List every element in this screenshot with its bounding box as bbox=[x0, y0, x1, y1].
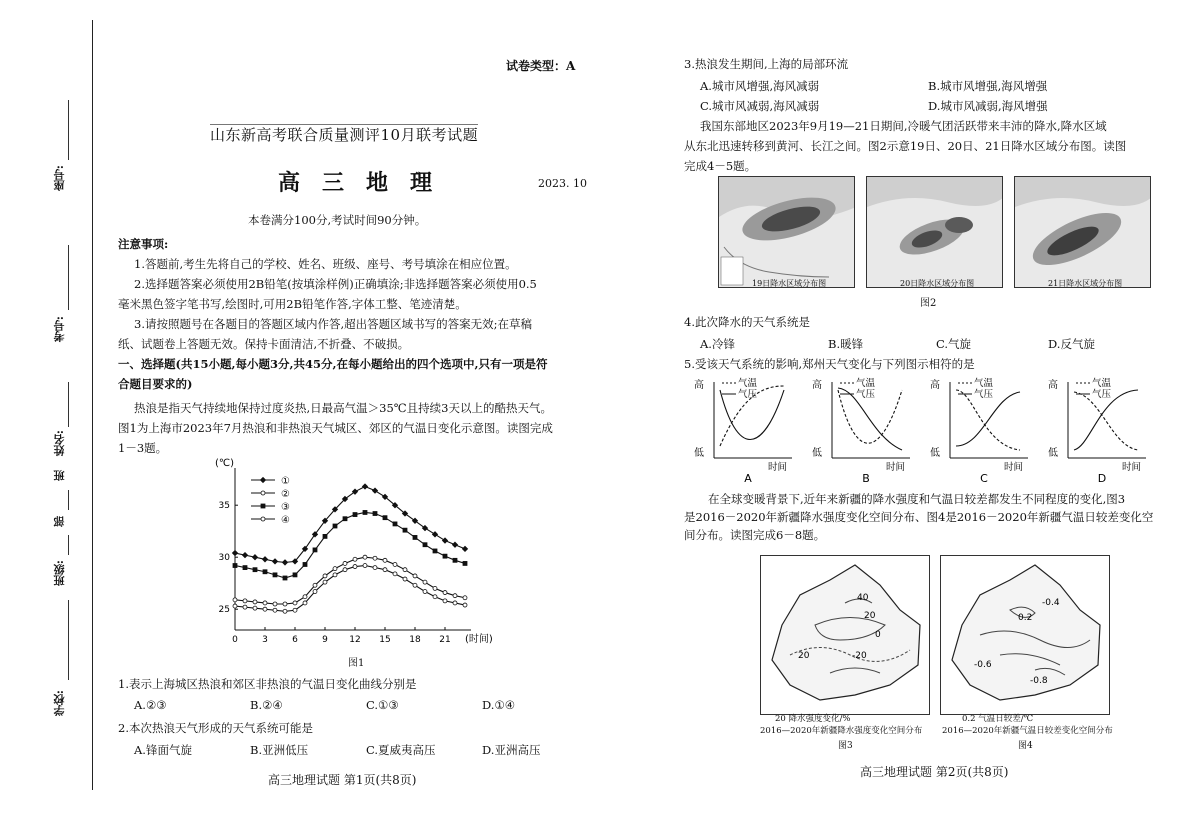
map-caption-19: 19日降水区域分布图 bbox=[752, 279, 827, 288]
ban-label: 班 bbox=[53, 470, 66, 481]
data-point bbox=[313, 583, 317, 587]
q2-option-a[interactable]: A.锋面气旋 bbox=[134, 743, 192, 757]
q5-option-chart-d[interactable] bbox=[1048, 377, 1146, 484]
data-point bbox=[443, 591, 447, 595]
binding-fold-line bbox=[92, 20, 93, 790]
question-4: 4.此次降水的天气系统是 bbox=[684, 315, 810, 329]
intro-line: 间分布。读图完成6－8题。 bbox=[684, 528, 826, 542]
question-5: 5.受该天气系统的影响,郑州天气变化与下列图示相符的是 bbox=[684, 357, 975, 371]
legend-label: 气压 bbox=[1092, 389, 1112, 400]
data-point bbox=[260, 477, 265, 482]
curve bbox=[956, 392, 1020, 446]
score-info: 本卷满分100分,考试时间90分钟。 bbox=[248, 213, 427, 227]
data-point bbox=[363, 555, 367, 559]
data-point bbox=[323, 534, 327, 538]
data-point bbox=[453, 594, 457, 598]
data-point bbox=[463, 596, 467, 600]
figure-4-caption: 图4 bbox=[1018, 741, 1033, 751]
section-heading: 一、选择题(共15小题,每小题3分,共45分,在每小题给出的四个选项中,只有一项是符 bbox=[118, 357, 548, 371]
q1-option-a[interactable]: A.②③ bbox=[134, 698, 167, 712]
series-1 bbox=[232, 484, 467, 565]
school-label: 学校: bbox=[53, 690, 66, 717]
data-point bbox=[313, 548, 317, 552]
legend-label: ① bbox=[281, 476, 290, 487]
data-point bbox=[293, 573, 297, 577]
option-letter: C bbox=[980, 472, 988, 484]
data-point bbox=[443, 554, 447, 558]
data-point bbox=[293, 608, 297, 612]
page-2-footer: 高三地理试题 第2页(共8页) bbox=[860, 765, 1009, 779]
notice-line: 毫米黑色签字笔书写,绘图时,可用2B铅笔作答,字体工整、笔迹清楚。 bbox=[118, 297, 467, 311]
data-point bbox=[373, 566, 377, 570]
data-point bbox=[423, 543, 427, 547]
high-label: 高 bbox=[812, 380, 822, 391]
section-heading: 合题目要求的) bbox=[118, 377, 193, 391]
figure-4-legend: 0.2 气温日较差/℃ bbox=[962, 714, 1034, 724]
contour-label: 40 bbox=[857, 593, 869, 603]
x-tick-label: 18 bbox=[409, 635, 421, 645]
data-point bbox=[433, 549, 437, 553]
data-point bbox=[261, 517, 265, 521]
high-label: 高 bbox=[930, 380, 940, 391]
data-point bbox=[393, 572, 397, 576]
high-label: 高 bbox=[1048, 380, 1058, 391]
legend-label: ② bbox=[281, 489, 290, 500]
data-point bbox=[261, 504, 265, 508]
chart-series bbox=[232, 484, 467, 613]
figure-3-map bbox=[760, 555, 930, 715]
intro-line: 1－3题。 bbox=[118, 441, 168, 455]
q2-option-d[interactable]: D.亚洲高压 bbox=[482, 743, 541, 757]
data-point bbox=[433, 595, 437, 599]
data-point bbox=[243, 599, 247, 603]
data-point bbox=[283, 602, 287, 606]
data-point bbox=[261, 491, 265, 495]
q1-option-c[interactable]: C.①③ bbox=[366, 698, 399, 712]
data-point bbox=[262, 557, 267, 562]
data-point bbox=[373, 556, 377, 560]
intro-line: 完成4－5题。 bbox=[684, 159, 757, 173]
data-point bbox=[443, 599, 447, 603]
figure-3-legend: 20 降水强度变化/% bbox=[775, 714, 851, 724]
data-point bbox=[362, 484, 367, 489]
page-1-footer: 高三地理试题 第1页(共8页) bbox=[268, 773, 417, 787]
figure-4-title: 2016—2020年新疆气温日较差变化空间分布 bbox=[942, 726, 1113, 736]
exam-no-label: 考号: bbox=[53, 316, 66, 343]
data-point bbox=[463, 561, 467, 565]
data-point bbox=[353, 565, 357, 569]
page-2 bbox=[680, 0, 1180, 815]
precip-map-19 bbox=[718, 176, 855, 288]
legend-label: ④ bbox=[281, 515, 290, 526]
data-point bbox=[462, 546, 467, 551]
x-axis-label: (时间) bbox=[465, 634, 493, 645]
series-4 bbox=[233, 564, 467, 614]
intro-line: 从东北迅速转移到黄河、长江之间。图2示意19日、20日、21日降水区域分布图。读图 bbox=[684, 139, 1127, 153]
contour-label: 0.2 bbox=[1018, 613, 1033, 623]
binding-underline bbox=[68, 382, 69, 427]
chart-legend bbox=[251, 476, 290, 526]
contour-label: 0 bbox=[875, 630, 881, 640]
data-point bbox=[383, 516, 387, 520]
data-point bbox=[343, 568, 347, 572]
data-point bbox=[233, 604, 237, 608]
notice-line: 2.选择题答案必须使用2B铅笔(按填涂样例)正确填涂;非选择题答案必须使用0.5 bbox=[134, 277, 537, 291]
data-point bbox=[403, 568, 407, 572]
x-tick-label: 9 bbox=[322, 635, 328, 645]
contour-label: 20 bbox=[798, 651, 810, 661]
q5-option-chart-c[interactable] bbox=[930, 377, 1028, 484]
low-label: 低 bbox=[812, 448, 822, 459]
y-tick-label: 25 bbox=[218, 605, 230, 616]
intro-line: 图1为上海市2023年7月热浪和非热浪天气城区、郊区的气温日变化示意图。读图完成 bbox=[118, 421, 553, 435]
legend-label: 气温 bbox=[1092, 378, 1112, 389]
data-point bbox=[363, 564, 367, 568]
data-point bbox=[283, 609, 287, 613]
x-tick-label: 21 bbox=[439, 635, 451, 645]
series-2 bbox=[233, 555, 467, 606]
exam-title: 山东新高考联合质量测评10月联考试题 bbox=[210, 126, 479, 144]
data-point bbox=[243, 605, 247, 609]
name-label: 姓名: bbox=[53, 430, 66, 457]
seat-label: 座号: bbox=[53, 165, 66, 192]
series-line bbox=[235, 557, 465, 604]
intro-line: 在全球变暖背景下,近年来新疆的降水强度和气温日较差都发生不同程度的变化,图3 bbox=[708, 492, 1126, 506]
data-point bbox=[452, 542, 457, 547]
y-axis-label: (℃) bbox=[215, 458, 235, 469]
data-point bbox=[243, 566, 247, 570]
binding-underline bbox=[68, 100, 69, 160]
data-point bbox=[253, 568, 257, 572]
data-point bbox=[383, 568, 387, 572]
q4-option-a[interactable]: A.冷锋 bbox=[700, 337, 735, 351]
curve bbox=[1074, 392, 1138, 450]
figure-1-caption: 图1 bbox=[348, 658, 365, 669]
data-point bbox=[233, 598, 237, 602]
data-point bbox=[303, 595, 307, 599]
binding-underline bbox=[68, 245, 69, 310]
data-point bbox=[333, 573, 337, 577]
data-point bbox=[303, 601, 307, 605]
data-point bbox=[453, 558, 457, 562]
figure-1-chart bbox=[203, 452, 503, 652]
precip-map-20 bbox=[866, 176, 1003, 288]
data-point bbox=[263, 607, 267, 611]
data-point bbox=[252, 555, 257, 560]
q3-option-a[interactable]: A.城市风增强,海风减弱 bbox=[700, 79, 820, 93]
data-point bbox=[393, 522, 397, 526]
intro-line: 热浪是指天气持续地保持过度炎热,日最高气温＞35℃且持续3天以上的酷热天气。 bbox=[134, 401, 552, 415]
data-point bbox=[423, 590, 427, 594]
data-point bbox=[333, 524, 337, 528]
q2-option-b[interactable]: B.亚洲低压 bbox=[250, 743, 309, 757]
data-point bbox=[413, 535, 417, 539]
data-point bbox=[293, 601, 297, 605]
x-tick-label: 3 bbox=[262, 635, 268, 645]
data-point bbox=[403, 528, 407, 532]
y-tick-label: 30 bbox=[218, 553, 230, 564]
q1-option-d[interactable]: D.①④ bbox=[482, 698, 516, 712]
x-tick-label: 12 bbox=[349, 635, 361, 645]
low-label: 低 bbox=[1048, 448, 1058, 459]
q3-option-b[interactable]: B.城市风增强,海风增强 bbox=[928, 79, 1048, 93]
q1-option-b[interactable]: B.②④ bbox=[250, 698, 283, 712]
legend-label: ③ bbox=[281, 502, 290, 513]
x-tick-label: 6 bbox=[292, 635, 298, 645]
data-point bbox=[363, 510, 367, 514]
data-point bbox=[373, 512, 377, 516]
data-point bbox=[272, 559, 277, 564]
contour-label: 20 bbox=[864, 611, 876, 621]
time-label: 时间 bbox=[1122, 462, 1142, 473]
subject-title: 高 三 地 理 bbox=[278, 170, 433, 196]
legend-label: 气压 bbox=[974, 389, 994, 400]
binding-underline bbox=[68, 535, 69, 555]
data-point bbox=[313, 590, 317, 594]
data-point bbox=[263, 601, 267, 605]
low-label: 低 bbox=[694, 448, 704, 459]
series-3 bbox=[233, 510, 467, 580]
question-3: 3.热浪发生期间,上海的局部环流 bbox=[684, 57, 849, 71]
data-point bbox=[282, 560, 287, 565]
legend-label: 气压 bbox=[738, 389, 758, 400]
map-caption-21: 21日降水区域分布图 bbox=[1048, 279, 1123, 288]
notice-title: 注意事项: bbox=[118, 237, 169, 251]
x-tick-label: 0 bbox=[232, 635, 238, 645]
data-point bbox=[413, 583, 417, 587]
figure-3-caption: 图3 bbox=[838, 741, 853, 751]
contour-label: -0.6 bbox=[974, 660, 992, 670]
option-letter: D bbox=[1097, 472, 1107, 484]
binding-underline bbox=[68, 490, 69, 510]
data-point bbox=[432, 532, 437, 537]
q5-option-chart-a[interactable] bbox=[694, 377, 792, 484]
option-letter: A bbox=[744, 472, 752, 484]
data-point bbox=[323, 580, 327, 584]
data-point bbox=[372, 488, 377, 493]
notice-line: 1.答题前,考生先将自己的学校、姓名、班级、座号、考号填涂在相应位置。 bbox=[134, 257, 517, 271]
data-point bbox=[283, 576, 287, 580]
time-label: 时间 bbox=[768, 462, 788, 473]
precip-map-21 bbox=[1014, 176, 1151, 288]
notice-line: 3.请按照题号在各题目的答题区域内作答,超出答题区域书写的答案无效;在草稿 bbox=[134, 317, 532, 331]
q5-charts bbox=[684, 376, 1164, 484]
data-point bbox=[303, 562, 307, 566]
paper-type: 试卷类型：A bbox=[506, 59, 576, 73]
data-point bbox=[242, 553, 247, 558]
legend-label: 气压 bbox=[856, 389, 876, 400]
class-label: 班级: bbox=[53, 560, 66, 587]
time-label: 时间 bbox=[1004, 462, 1024, 473]
data-point bbox=[263, 570, 267, 574]
data-point bbox=[453, 601, 457, 605]
bu-label: 部 bbox=[53, 516, 66, 527]
legend-label: 气温 bbox=[974, 378, 994, 389]
intro3 bbox=[684, 490, 1180, 544]
notice-line: 纸、试题卷上答题无效。保持卡面清洁,不折叠、不破损。 bbox=[118, 337, 410, 351]
legend-label: 气温 bbox=[738, 378, 758, 389]
q3-option-c[interactable]: C.城市风减弱,海风减弱 bbox=[700, 99, 820, 113]
data-point bbox=[273, 573, 277, 577]
binding-underline bbox=[68, 600, 69, 680]
data-point bbox=[442, 538, 447, 543]
q2-option-c[interactable]: C.夏威夷高压 bbox=[366, 743, 436, 757]
data-point bbox=[413, 574, 417, 578]
series-line bbox=[235, 486, 465, 562]
data-point bbox=[233, 564, 237, 568]
data-point bbox=[232, 550, 237, 555]
map-caption-20: 20日降水区域分布图 bbox=[900, 279, 975, 288]
legend-label: 气温 bbox=[856, 378, 876, 389]
q4-option-c[interactable]: C.气旋 bbox=[936, 337, 972, 351]
figure-4-map bbox=[940, 555, 1110, 715]
data-point bbox=[433, 586, 437, 590]
data-point bbox=[463, 603, 467, 607]
contour-label: -0.8 bbox=[1030, 676, 1048, 686]
time-label: 时间 bbox=[886, 462, 906, 473]
high-label: 高 bbox=[694, 380, 704, 391]
data-point bbox=[393, 562, 397, 566]
q3-option-d[interactable]: D.城市风减弱,海风增强 bbox=[928, 99, 1048, 113]
figure-2-caption: 图2 bbox=[920, 298, 937, 309]
q4-option-b[interactable]: B.暖锋 bbox=[828, 337, 864, 351]
data-point bbox=[273, 602, 277, 606]
low-label: 低 bbox=[930, 448, 940, 459]
data-point bbox=[323, 574, 327, 578]
data-point bbox=[353, 513, 357, 517]
page-1 bbox=[118, 0, 603, 815]
contour-label: -20 bbox=[852, 651, 867, 661]
figure-3-title: 2016—2020年新疆降水强度变化空间分布 bbox=[760, 726, 923, 736]
contour-label: -0.4 bbox=[1042, 598, 1060, 608]
data-point bbox=[253, 606, 257, 610]
data-point bbox=[253, 600, 257, 604]
data-point bbox=[383, 558, 387, 562]
data-point bbox=[333, 567, 337, 571]
option-letter: B bbox=[862, 472, 870, 484]
data-point bbox=[403, 577, 407, 581]
x-tick-label: 15 bbox=[379, 635, 391, 645]
question-2: 2.本次热浪天气形成的天气系统可能是 bbox=[118, 721, 313, 735]
exam-date: 2023. 10 bbox=[538, 177, 587, 190]
intro-line: 我国东部地区2023年9月19—21日期间,冷暖气团活跃带来丰沛的降水,降水区域 bbox=[700, 119, 1107, 133]
intro-line: 是2016－2020年新疆降水强度变化空间分布、图4是2016－2020年新疆气温日较差变化空 bbox=[684, 510, 1154, 524]
question-1: 1.表示上海城区热浪和郊区非热浪的气温日变化曲线分别是 bbox=[118, 677, 417, 691]
series-line bbox=[235, 566, 465, 612]
data-point bbox=[423, 580, 427, 584]
data-point bbox=[343, 561, 347, 565]
q5-option-chart-b[interactable] bbox=[812, 377, 910, 484]
data-point bbox=[273, 608, 277, 612]
q4-option-d[interactable]: D.反气旋 bbox=[1048, 337, 1095, 351]
data-point bbox=[353, 557, 357, 561]
y-tick-label: 35 bbox=[218, 501, 230, 512]
data-point bbox=[343, 517, 347, 521]
